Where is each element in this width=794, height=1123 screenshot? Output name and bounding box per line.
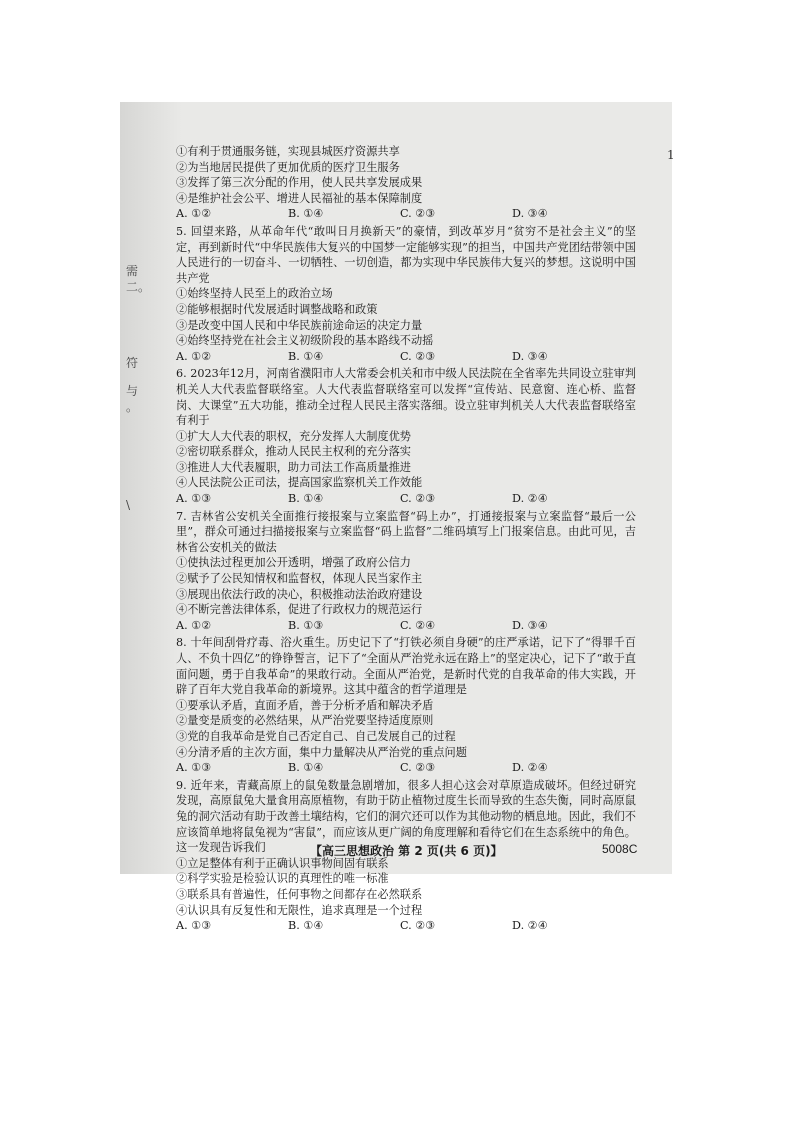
margin-char: 需 xyxy=(126,264,139,278)
choice-d: D. ②④ xyxy=(512,919,548,933)
option-item: ③党的自我革命是党自己否定自己、自己发展自己的过程 xyxy=(176,729,456,743)
choice-b: B. ①③ xyxy=(288,618,324,632)
choice-d: D. ②④ xyxy=(512,492,548,506)
question-stem: 7. 吉林省公安机关全面推行接报案与立案监督“码上办”，打通接报案与立案监督“最后一公里”，群众可通过扫描接报案与立案监督“码上监督”二维码填写上门报案信息。由此可见，吉林省公安机关的做法 xyxy=(176,509,636,554)
margin-char: \ xyxy=(126,498,131,512)
option-item: ④是维护社会公平、增进人民福祉的基本保障制度 xyxy=(176,191,423,205)
option-item: ②为当地居民提供了更加优质的医疗卫生服务 xyxy=(176,160,400,174)
choice-b: B. ①④ xyxy=(288,349,324,363)
option-item: ①有利于贯通服务链，实现县城医疗资源共享 xyxy=(176,145,400,158)
question-5 xyxy=(176,224,636,364)
option-item: ③联系具有普遍性，任何事物之间都存在必然联系 xyxy=(176,887,423,901)
choice-c: C. ②③ xyxy=(400,207,436,221)
page-footer xyxy=(120,842,672,858)
footer-page-info: 【高三思想政治 第 2 页(共 6 页)】 xyxy=(310,844,503,858)
choice-c: C. ②④ xyxy=(400,618,436,632)
option-item: ①要承认矛盾，直面矛盾，善于分析矛盾和解决矛盾 xyxy=(176,698,434,712)
option-item: ②量变是质变的必然结果，从严治党要坚持适度原则 xyxy=(176,714,434,728)
corner-mark: 1 xyxy=(667,148,675,162)
option-item: ③是改变中国人民和中华民族前途命运的决定力量 xyxy=(176,318,423,332)
option-item: ①立足整体有利于正确认识事物间固有联系 xyxy=(176,856,389,870)
option-item: ④认识具有反复性和无限性，追求真理是一个过程 xyxy=(176,903,423,917)
option-item: ③推进人大代表履职，助力司法工作高质量推进 xyxy=(176,460,411,474)
option-item: ④分清矛盾的主次方面，集中力量解决从严治党的重点问题 xyxy=(176,745,467,759)
option-item: ④不断完善法律体系，促进了行政权力的规范运行 xyxy=(176,603,423,617)
choice-a: A. ①② xyxy=(176,618,212,632)
choice-d: D. ③④ xyxy=(512,618,548,632)
choice-c: C. ②③ xyxy=(400,761,436,775)
choice-a: A. ①③ xyxy=(176,492,212,506)
question-6 xyxy=(176,366,636,506)
choice-d: D. ③④ xyxy=(512,349,548,363)
question-stem: 9. 近年来，青藏高原上的鼠兔数量急剧增加，很多人担心这会对草原造成破坏。但经过研究发现，高原鼠兔大量食用高原植物，有助于防止植物过度生长而导致的生态失衡，同时高原鼠兔的洞穴活动有助于改善土壤结构，它们的洞穴还可以作为其他动物的栖息地。因此，我们不应该简单地将鼠兔视为“害鼠”，而应该从更广阔的角度理解和看待它们在生态系统中的角色。这一发现告诉我们 xyxy=(176,778,636,855)
choice-a: A. ①③ xyxy=(176,919,212,933)
option-item: ②科学实验是检验认识的真理性的唯一标准 xyxy=(176,872,389,886)
choice-b: B. ①④ xyxy=(288,761,324,775)
choice-c: C. ②③ xyxy=(400,492,436,506)
option-item: ②赋予了公民知情权和监督权，体现人民当家作主 xyxy=(176,572,423,586)
margin-char: 符 xyxy=(126,356,139,370)
footer-code: 5008C xyxy=(602,842,638,856)
choice-c: C. ②③ xyxy=(400,349,436,363)
option-item: ①始终坚持人民至上的政治立场 xyxy=(176,287,333,301)
answer-choices xyxy=(176,491,636,507)
question-stem: 6. 2023年12月，河南省濮阳市人大常委会机关和市中级人民法院在全省率先共同设立驻审判机关人大代表监督联络室。人大代表监督联络室可以发挥“宣传站、民意窗、连心桥、监督岗、大课堂”五大功能，推动全过程人民民主落实落细。设立驻审判机关人大代表监督联络室有利于 xyxy=(176,367,636,428)
answer-choices xyxy=(176,618,636,634)
answer-choices xyxy=(176,760,636,776)
answer-choices xyxy=(176,349,636,365)
question-stem: 8. 十年间刮骨疗毒、浴火重生。历史记下了“打铁必须自身硬”的庄严承诺，记下了“得罪千百人、不负十四亿”的铮铮誓言，记下了“全面从严治党永远在路上”的坚定决心，记下了“敢于直面问题，勇于自我革命”的果敢行动。全面从严治党，是新时代党的自我革命的伟大实践，开辟了百年大党自我革命的新境界。这其中蕴含的哲学道理是 xyxy=(176,636,636,697)
choice-b: B. ①④ xyxy=(288,919,324,933)
option-item: ①扩大人大代表的职权，充分发挥人大制度优势 xyxy=(176,429,411,443)
option-item: ④始终坚持党在社会主义初级阶段的基本路线不动摇 xyxy=(176,334,434,348)
margin-char: 二。 xyxy=(126,280,151,294)
margin-char: 与 xyxy=(126,384,139,398)
question-4-tail xyxy=(176,144,636,222)
question-8 xyxy=(176,635,636,775)
option-item: ④人民法院公正司法，提高国家监察机关工作效能 xyxy=(176,476,423,490)
choice-b: B. ①④ xyxy=(288,492,324,506)
choice-a: A. ①③ xyxy=(176,761,212,775)
choice-c: C. ②③ xyxy=(400,919,436,933)
choice-d: D. ③④ xyxy=(512,207,548,221)
answer-choices xyxy=(176,918,636,934)
margin-char: 。 xyxy=(126,400,139,414)
question-stem: 5. 回望来路，从革命年代“敢叫日月换新天”的豪情，到改革岁月“贫穷不是社会主义”的坚定，再到新时代“中华民族伟大复兴的中国梦一定能够实现”的担当，中国共产党团结带领中国人民进行的一切奋斗、一切牺牲、一切创造，都为实现中华民族伟大复兴的梦想。这说明中国共产党 xyxy=(176,224,636,285)
choice-d: D. ②④ xyxy=(512,761,548,775)
option-item: ③发挥了第三次分配的作用，使人民共享发展成果 xyxy=(176,176,423,190)
option-item: ②密切联系群众，推动人民民主权利的充分落实 xyxy=(176,445,411,459)
option-item: ②能够根据时代发展适时调整战略和政策 xyxy=(176,302,378,316)
question-content xyxy=(176,144,636,934)
answer-choices xyxy=(176,206,636,222)
choice-b: B. ①④ xyxy=(288,207,324,221)
question-7 xyxy=(176,509,636,634)
option-item: ③展现出依法行政的决心，积极推动法治政府建设 xyxy=(176,587,423,601)
option-item: ①使执法过程更加公开透明，增强了政府公信力 xyxy=(176,556,411,570)
choice-a: A. ①② xyxy=(176,349,212,363)
choice-a: A. ①② xyxy=(176,207,212,221)
